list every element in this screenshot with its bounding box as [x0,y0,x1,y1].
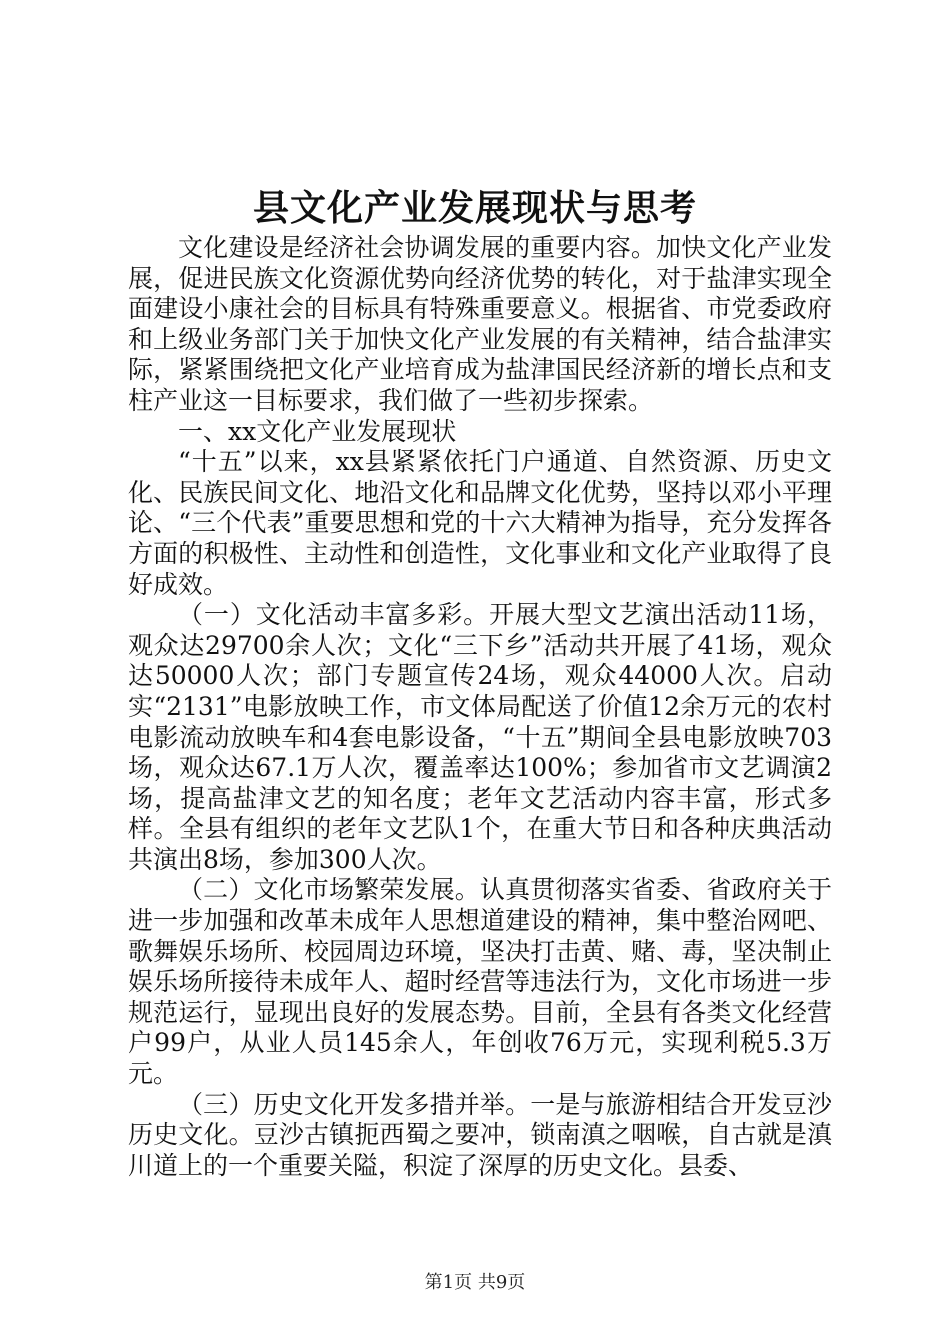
cultural-activities-paragraph: （一）文化活动丰富多彩。开展大型文艺演出活动11场，观众达29700余人次；文化“三下乡”活动共开展了41场，观众达50000人次；部门专题宣传24场，观众44000人次。启动实“2131”电影放映工作，市文体局配送了价值12余万元的农村电影流动放映车和4套电影设备，“十五”期间全县电影放映703场，观众达67.1万人次，覆盖率达100%；参加省市文艺调演2场，提高盐津文艺的知名度；老年文艺活动内容丰富，形式多样。全县有组织的老年文艺队1个，在重大节日和各种庆典活动共演出8场，参加300人次。 [128,600,832,874]
cultural-market-paragraph: （二）文化市场繁荣发展。认真贯彻落实省委、省政府关于进一步加强和改革未成年人思想道建设的精神，集中整治网吧、歌舞娱乐场所、校园周边环境，坚决打击黄、赌、毒，坚决制止娱乐场所接待未成年人、超时经营等违法行为，文化市场进一步规范运行，显现出良好的发展态势。目前，全县有各类文化经营户99户，从业人员145余人，年创收76万元，实现利税5.3万元。 [128,875,832,1089]
historical-culture-paragraph: （三）历史文化开发多措并举。一是与旅游相结合开发豆沙历史文化。豆沙古镇扼西蜀之要冲，锁南滇之咽喉，自古就是滇川道上的一个重要关隘，积淀了深厚的历史文化。县委、 [128,1089,832,1180]
overview-paragraph: “十五”以来，xx县紧紧依托门户通道、自然资源、历史文化、民族民间文化、地沿文化和品牌文化优势，坚持以邓小平理论、“三个代表”重要思想和党的十六大精神为指导，充分发挥各方面的积极性、主动性和创造性，文化事业和文化产业取得了良好成效。 [128,447,832,599]
document-title: 县文化产业发展现状与思考 [252,187,697,229]
document-body [128,233,832,1181]
intro-paragraph: 文化建设是经济社会协调发展的重要内容。加快文化产业发展，促进民族文化资源优势向经济优势的转化，对于盐津实现全面建设小康社会的目标具有特殊重要意义。根据省、市党委政府和上级业务部门关于加快文化产业发展的有关精神，结合盐津实际，紧紧围绕把文化产业培育成为盐津国民经济新的增长点和支柱产业这一目标要求，我们做了一些初步探索。 [128,233,832,415]
page-footer: 第1页 共9页 [424,1272,526,1293]
section-heading: 一、xx文化产业发展现状 [178,416,457,446]
